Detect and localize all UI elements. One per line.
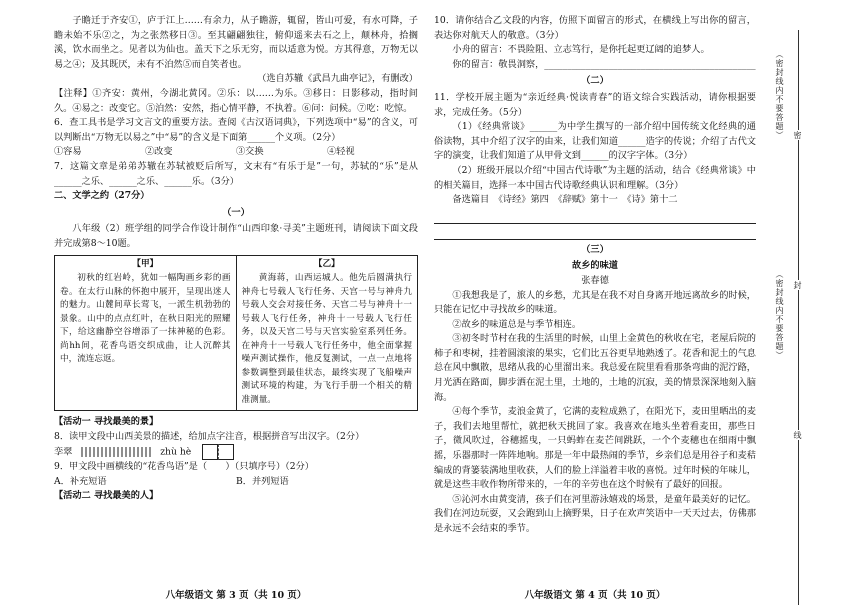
page-footer: 八年级语文 第 3 页（共 10 页） bbox=[165, 590, 307, 602]
essay-title: 故乡的味道 bbox=[572, 260, 618, 272]
question-11-part-2: （2）班级开展以介绍“中国古代诗歌”为主题的活动，结合《经典常谈》中的相关篇目，选择一本中国古代诗歌经典认识和理解。（3分） bbox=[434, 164, 756, 191]
seal-mark: 密 bbox=[793, 131, 802, 139]
page-footer: 八年级语文 第 4 页（共 10 页） bbox=[524, 590, 666, 602]
word: 孪翠 bbox=[54, 446, 73, 458]
essay-paragraph: ④每个季节，麦浪金黄了，它满的麦粒成熟了，在阳光下，麦田里晒出的麦子，我们去地里帮忙，就把秋天挑回了家。我喜欢在地头坐着看麦田，那些日子，微风吹过，谷穗摇曳，一只蚂蚱在麦芒间跳跃，一个个麦穗也在细雨中飘摇，乐器那时一阵阵地响。那是一年中最热闹的季节，乡亲们总是用谷子和麦秸编成的背篓装满地里收获，人们的脸上洋溢着丰收的喜悦。过年时候的年味儿，就是这些丰收作物所带来的，一年的辛劳也在这个时候有了最好的回报。 bbox=[434, 406, 756, 491]
binding-note: （密封线内不要答题） bbox=[775, 50, 784, 140]
box-jia-title: 【甲】 bbox=[132, 258, 159, 269]
answer-line[interactable] bbox=[434, 227, 756, 240]
pinyin: zhù hè bbox=[160, 446, 192, 458]
question-6-choices bbox=[54, 145, 418, 160]
box-yi bbox=[236, 256, 418, 411]
question-6: 6．查工具书是学习文言文的重要方法。查阅《古汉语词典》，下列选项中“易”的含义，可以判断出“万物无以易之”中“易”的含义是下面第______个义项。（2分） bbox=[54, 117, 418, 143]
passage-paragraph: 子瞻迁于齐安①，庐于江上……有余力，从子瞻游，辄留，皆山可爱，有水可降，子瞻未始不乐②之，为之张然移日③。至其翩翩独往，俯仰遥来去石之上，颠林舟，拾搁溪，饮水而坐之。见者以为仙也。盖天下之乐无穷，而以适意为悦。方其得意，万物无以易之④；及其既厌，未有不泊然⑤而自笑者也。 bbox=[54, 15, 418, 70]
essay-paragraph: ②故乡的味道总是与季节相连。 bbox=[452, 318, 582, 330]
answer-line[interactable] bbox=[434, 211, 756, 224]
subsection-heading: （一） bbox=[222, 206, 250, 218]
choice: ②改变 bbox=[145, 146, 173, 158]
answer-blank[interactable] bbox=[81, 447, 151, 457]
question-8: 8．读甲文段中山西美景的描述，给加点字注音，根据拼音写出汉字。（2分） bbox=[54, 430, 365, 442]
essay-paragraph: ⑤沁河水由黄变清，孩子们在河里游泳嬉戏的场景，是童年最美好的记忆。我们在河边玩耍，又会跑到山上摘野果，日子在欢声笑语中一天天过去，仿佛那是永远不会结束的季节。 bbox=[434, 493, 756, 534]
passage-source: （选自苏辙《武昌九曲亭记》，有删改） bbox=[257, 73, 418, 85]
box-yi-title: 【乙】 bbox=[313, 258, 340, 269]
seal-mark: 线 bbox=[793, 431, 802, 439]
question-7: 7．这篇文章是弟弟苏辙在苏轼被贬后所写，文末有“有乐于是”一句，苏轼的“乐”是从______之乐、______之乐、______乐。（3分） bbox=[54, 160, 418, 187]
left-page bbox=[50, 14, 422, 604]
box-yi-text: 黄海蒋，山西运城人。他先后圆满执行神舟七号载人飞行任务、天宫一号与神舟九号载人交会对接任务、天宫二号与神舟十一号载人飞行任务，神舟十一号载人飞行任务，以及天宫二号与天宫实验室系列任务。在神舟十一号载人飞行任务中，他全面掌握噪声测试操作，他反复测试，一点一点地将参数调整到最佳状态，最终实现了飞船噪声测试环境的构建，为飞行手册一个相关的精准测量。 bbox=[241, 273, 412, 405]
box-jia-text: 初秋的红岩岭，犹如一幅陶画乡彩的画卷。在太行山脉的怀抱中展开，呈现出迷人的魅力。山麓间草长莺飞，一派生机勃勃的景象。山中的点点红叶，在秋日阳光的照耀下，给这幽静空谷增添了一抹神秘的色彩。尚hh间，花香鸟语交织成曲，让人沉醉其中，流连忘返。 bbox=[60, 273, 231, 364]
essay-paragraph: ①我想我是了，旅人的乡愁，尤其是在我不对自身离开地远离故乡的时候，只能在记忆中寻找故乡的味道。 bbox=[434, 289, 756, 316]
subsection-heading: （二） bbox=[581, 75, 609, 87]
choice: ①容易 bbox=[54, 146, 82, 158]
activity-1-heading: 【活动一 寻找最美的景】 bbox=[54, 416, 159, 427]
question-10: 10．请你结合乙文段的内容，仿照下面留言的形式，在横线上写出你的留言，表达你对航天人的敬意。（3分） bbox=[434, 15, 756, 41]
essay-paragraph: ③初冬时节村在我的生活里的时候，山里上金黄色的秋收在宅，老屋后院的柿子和枣树，挂着圆滚滚的果实，它们比五谷更早地熟透了。花香和泥土的气息总在风中飘散，思绪从我的心里溜出来。我总爱在院里看看那条弯曲的泥泞路，月光洒在路面，脚步洒在泥土里，土地的，土地的沉寂，美的情景深深地刻入脑海。 bbox=[434, 333, 756, 403]
choice: ④轻视 bbox=[327, 146, 355, 158]
question-10-answer[interactable]: 你的留言：敬畏洞察，______________________________________________ bbox=[452, 58, 756, 70]
right-page bbox=[430, 14, 760, 604]
activity-2-heading: 【活动二 寻找最美的人】 bbox=[54, 490, 159, 502]
binding-margin bbox=[770, 30, 808, 605]
question-8-answer-row bbox=[54, 444, 418, 460]
subsection-heading: （三） bbox=[581, 243, 609, 255]
seal-line bbox=[798, 30, 799, 605]
question-11: 11．学校开展主题为“亲近经典·悦读青春”的语文综合实践活动，请你根据要求，完成任务。（5分） bbox=[434, 91, 756, 118]
choice: A．补充短语 bbox=[54, 475, 107, 487]
seal-mark: 封 bbox=[793, 281, 802, 289]
section-heading: 二、文学之约（27分） bbox=[54, 190, 150, 202]
choice: ③交换 bbox=[236, 146, 264, 158]
question-9-choices bbox=[54, 475, 418, 490]
character-boxes[interactable] bbox=[202, 444, 234, 460]
question-10-example: 小舟的留言：不畏险阻、立志笃行，是你托起更辽阔的追梦人。 bbox=[452, 44, 710, 56]
binding-note: （密封线内不要答题） bbox=[775, 270, 784, 360]
question-9: 9．甲文段中画横线的“花香鸟语”是（ ）（只填序号）（2分） bbox=[54, 461, 314, 473]
box-jia bbox=[55, 256, 236, 411]
reading-boxes bbox=[54, 255, 418, 412]
question-11-part-1: （1）《经典常谈》______为中学生撰写的一部介绍中国传统文化经典的通俗读物，其中介绍了汉字的由来，让我们知道______造字的传说；介绍了古代文字的演变，让我们知道了从甲骨文到______的汉字字体。（3分） bbox=[434, 121, 756, 162]
question-11-options: 备选篇目 《诗经》第四 《辞赋》第十一 《诗》第十二 bbox=[452, 194, 678, 206]
choice: B．并列短语 bbox=[236, 475, 289, 487]
section-intro: 八年级（2）班学组的同学合作设计制作“山西印象·寻美”主题班刊，请阅读下面文段并完成第8～10题。 bbox=[54, 223, 418, 249]
essay-author: 张春德 bbox=[581, 274, 609, 286]
notes: 【注释】①齐安：黄州，今湖北黄冈。②乐：以……为乐。③移日：日影移动，指时间久。④易之：改变它。⑤泊然：安然，指心情平静，不执着。⑥问：问候。⑦吃：吃惊。 bbox=[54, 87, 418, 114]
